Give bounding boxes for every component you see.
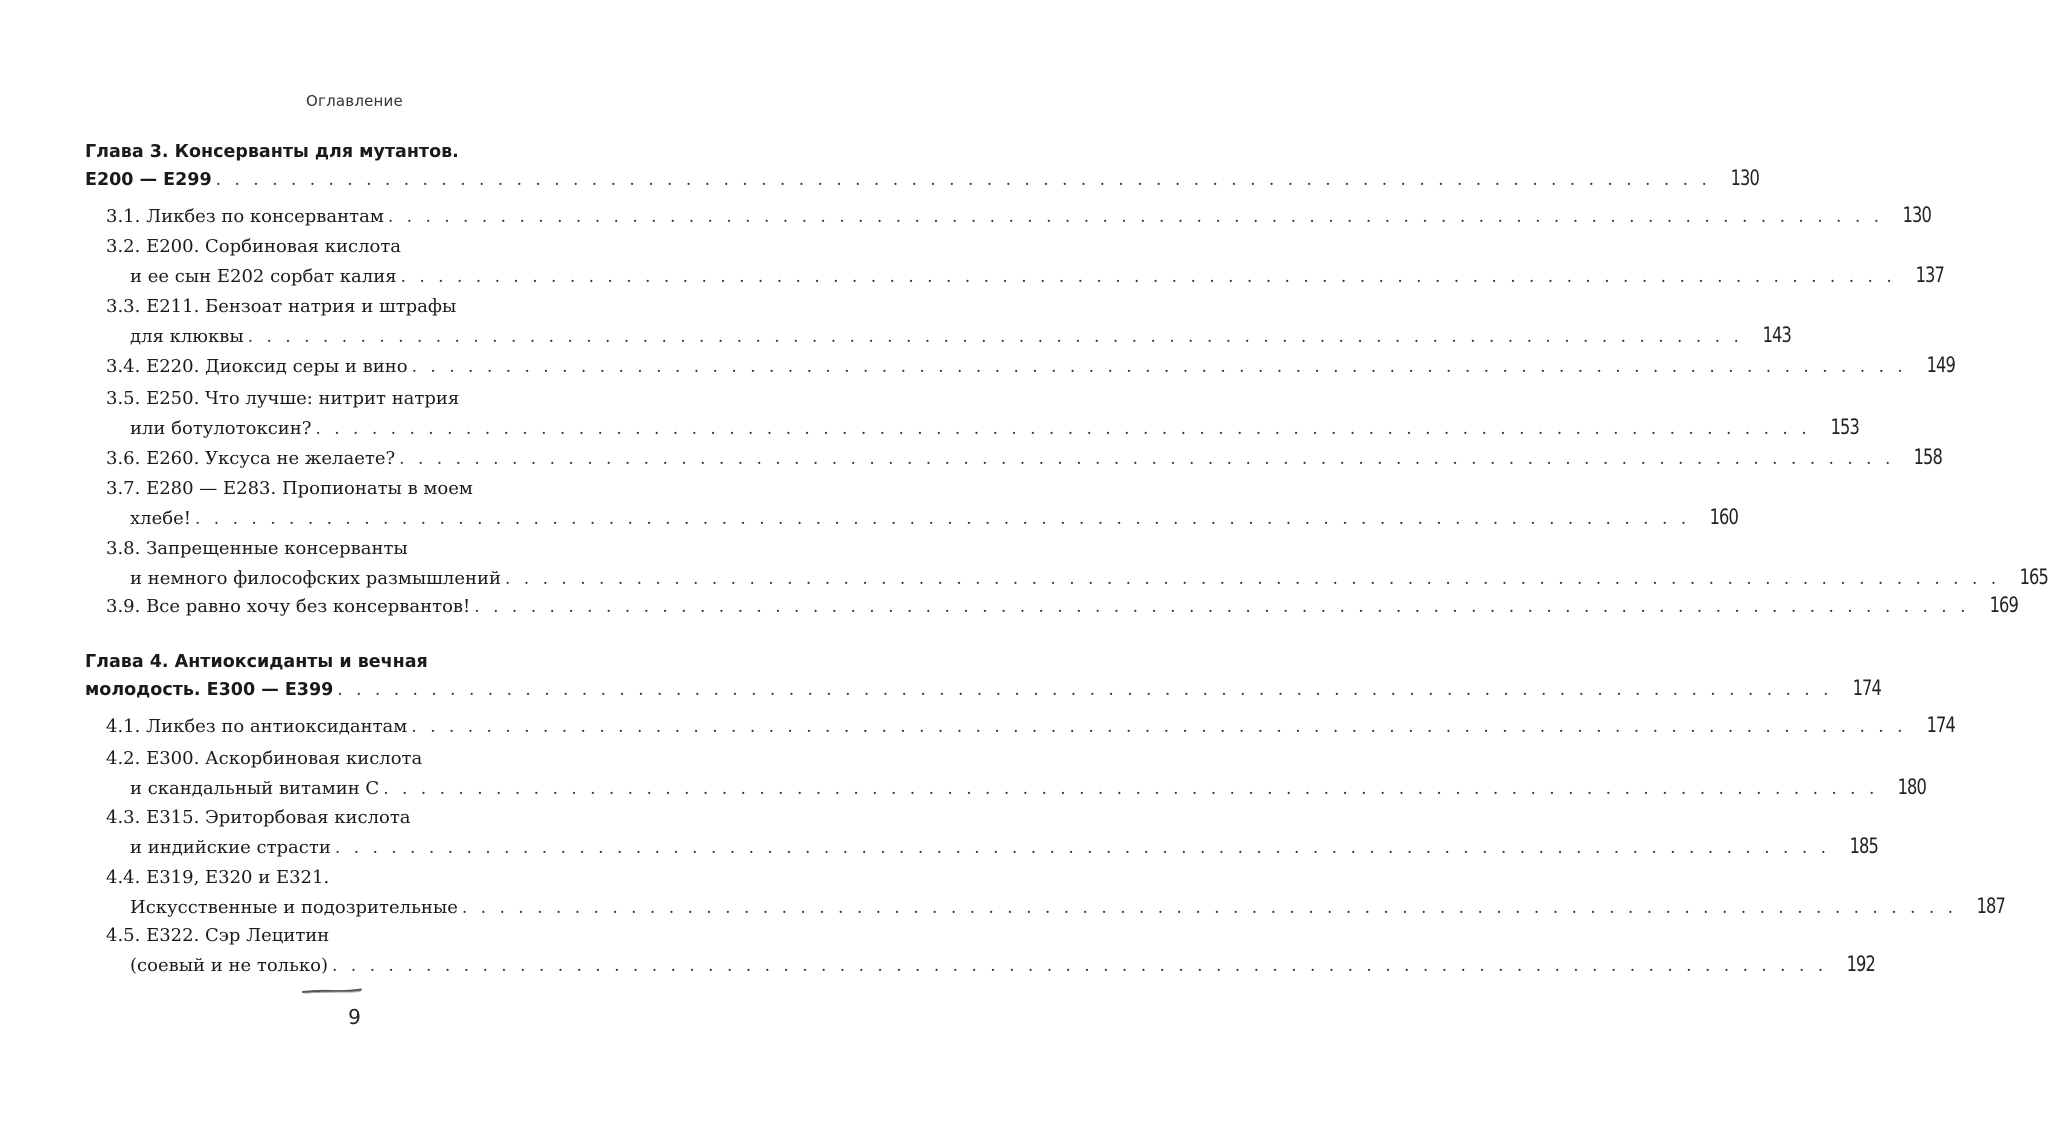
toc-entry bbox=[130, 263, 1944, 289]
dot-leader: . . . . . . . . . . . . . . . . . . . . . . . . . . . . . . . . . . . . . . . . . . . . . . . . . . . . . . . . . . . . . . . . . . . . . . . . . . . . . . . . bbox=[315, 419, 1811, 439]
entry-title: и ее сын Е202 сорбат калия bbox=[130, 266, 397, 287]
entry-title: (соевый и не только) bbox=[130, 955, 328, 976]
dot-leader: . . . . . . . . . . . . . . . . . . . . . . . . . . . . . . . . . . . . . . . . . . . . . . . . . . . . . . . . . . . . . . . . . . . . . . . . . . . . . . . . bbox=[411, 717, 1907, 737]
toc-entry bbox=[130, 834, 1879, 860]
entry-page-number: 143 bbox=[1762, 323, 1791, 347]
entry-title: хлебе! bbox=[130, 508, 191, 529]
dot-leader: . . . . . . . . . . . . . . . . . . . . . . . . . . . . . . . . . . . . . . . . . . . . . . . . . . . . . . . . . . . . . . . . . . . . . . . . . . . . . . . . bbox=[332, 956, 1828, 976]
toc-entry-line: 3.2. Е200. Сорбиновая кислота bbox=[106, 236, 402, 257]
dot-leader: . . . . . . . . . . . . . . . . . . . . . . . . . . . . . . . . . . . . . . . . . . . . . . . . . . . . . . . . . . . . . . . . . . . . . . . . . . . . . . . . bbox=[504, 569, 2001, 589]
entry-page-number: 174 bbox=[1852, 676, 1881, 700]
entry-page-number: 180 bbox=[1897, 775, 1927, 799]
entry-page-number: 137 bbox=[1915, 263, 1944, 287]
toc-entry bbox=[130, 775, 1927, 801]
decorative-rule bbox=[302, 988, 362, 994]
entry-page-number: 192 bbox=[1846, 952, 1876, 976]
entry-page-number: 174 bbox=[1926, 713, 1955, 737]
toc-entry bbox=[106, 593, 2018, 619]
running-header: Оглавление bbox=[306, 92, 403, 110]
dot-leader: . . . . . . . . . . . . . . . . . . . . . . . . . . . . . . . . . . . . . . . . . . . . . . . . . . . . . . . . . . . . . . . . . . . . . . . . . . . . . . . . bbox=[411, 357, 1907, 377]
chapter-title: Глава 4. Антиоксиданты и вечная bbox=[85, 652, 428, 672]
toc-entry-line: 3.7. Е280 — Е283. Пропионаты в моем bbox=[106, 478, 473, 499]
entry-page-number: 165 bbox=[2019, 565, 2048, 589]
dot-leader: . . . . . . . . . . . . . . . . . . . . . . . . . . . . . . . . . . . . . . . . . . . . . . . . . . . . . . . . . . . . . . . . . . . . . . . . . . . . . . . . bbox=[215, 170, 1711, 190]
dot-leader: . . . . . . . . . . . . . . . . . . . . . . . . . . . . . . . . . . . . . . . . . . . . . . . . . . . . . . . . . . . . . . . . . . . . . . . . . . . . . . . . bbox=[334, 838, 1831, 858]
entry-title: Е200 — Е299 bbox=[85, 170, 212, 190]
chapter-title: Глава 3. Консерванты для мутантов. bbox=[85, 142, 459, 162]
toc-entry-line: 3.3. Е211. Бензоат натрия и штрафы bbox=[106, 296, 457, 317]
entry-title: молодость. Е300 — Е399 bbox=[85, 680, 334, 700]
toc-entry bbox=[130, 565, 2048, 591]
dot-leader: . . . . . . . . . . . . . . . . . . . . . . . . . . . . . . . . . . . . . . . . . . . . . . . . . . . . . . . . . . . . . . . . . . . . . . . . . . . . . . . . bbox=[474, 597, 1970, 617]
toc-entry-line: 3.5. Е250. Что лучше: нитрит натрия bbox=[106, 388, 460, 409]
entry-title: и скандальный витамин С bbox=[130, 778, 380, 799]
entry-page-number: 149 bbox=[1926, 353, 1955, 377]
dot-leader: . . . . . . . . . . . . . . . . . . . . . . . . . . . . . . . . . . . . . . . . . . . . . . . . . . . . . . . . . . . . . . . . . . . . . . . . . . . . . . . . bbox=[387, 207, 1884, 227]
toc-entry bbox=[106, 713, 1955, 739]
toc-entry bbox=[130, 952, 1876, 978]
entry-page-number: 130 bbox=[1730, 166, 1759, 190]
entry-page-number: 153 bbox=[1830, 415, 1859, 439]
chapter-title-line bbox=[85, 676, 1881, 702]
entry-title: 4.1. Ликбез по антиоксидантам bbox=[106, 716, 408, 737]
entry-title: Искусственные и подозрительные bbox=[130, 897, 458, 918]
entry-page-number: 130 bbox=[1902, 203, 1932, 227]
entry-title: 3.6. Е260. Уксуса не желаете? bbox=[106, 448, 396, 469]
entry-page-number: 160 bbox=[1709, 505, 1739, 529]
entry-page-number: 169 bbox=[1989, 593, 2018, 617]
entry-title: для клюквы bbox=[130, 326, 244, 347]
dot-leader: . . . . . . . . . . . . . . . . . . . . . . . . . . . . . . . . . . . . . . . . . . . . . . . . . . . . . . . . . . . . . . . . . . . . . . . . . . . . . . . . bbox=[194, 509, 1691, 529]
entry-title: 3.4. Е220. Диоксид серы и вино bbox=[106, 356, 408, 377]
toc-entry-line: 4.3. Е315. Эриторбовая кислота bbox=[106, 807, 411, 828]
toc-entry bbox=[130, 415, 1859, 441]
entry-title: и немного философских размышлений bbox=[130, 568, 501, 589]
toc-entry bbox=[130, 505, 1739, 531]
toc-entry bbox=[106, 445, 1943, 471]
toc-entry-line: 3.8. Запрещенные консерванты bbox=[106, 538, 408, 559]
toc-entry-line: 4.2. Е300. Аскорбиновая кислота bbox=[106, 748, 423, 769]
page-number: 9 bbox=[348, 1005, 361, 1029]
toc-entry bbox=[106, 353, 1955, 379]
dot-leader: . . . . . . . . . . . . . . . . . . . . . . . . . . . . . . . . . . . . . . . . . . . . . . . . . . . . . . . . . . . . . . . . . . . . . . . . . . . . . . . . bbox=[337, 680, 1833, 700]
entry-title: и индийские страсти bbox=[130, 837, 331, 858]
dot-leader: . . . . . . . . . . . . . . . . . . . . . . . . . . . . . . . . . . . . . . . . . . . . . . . . . . . . . . . . . . . . . . . . . . . . . . . . . . . . . . . . bbox=[461, 898, 1958, 918]
toc-entry bbox=[130, 894, 2006, 920]
entry-title: 3.1. Ликбез по консервантам bbox=[106, 206, 384, 227]
toc-entry-line: 4.4. Е319, Е320 и Е321. bbox=[106, 867, 330, 888]
entry-page-number: 187 bbox=[1976, 894, 2006, 918]
dot-leader: . . . . . . . . . . . . . . . . . . . . . . . . . . . . . . . . . . . . . . . . . . . . . . . . . . . . . . . . . . . . . . . . . . . . . . . . . . . . . . . . bbox=[247, 327, 1743, 347]
dot-leader: . . . . . . . . . . . . . . . . . . . . . . . . . . . . . . . . . . . . . . . . . . . . . . . . . . . . . . . . . . . . . . . . . . . . . . . . . . . . . . . . bbox=[399, 449, 1895, 469]
toc-entry-line: 4.5. Е322. Сэр Лецитин bbox=[106, 925, 330, 946]
toc-entry bbox=[106, 203, 1932, 229]
entry-page-number: 158 bbox=[1913, 445, 1943, 469]
entry-page-number: 185 bbox=[1849, 834, 1879, 858]
entry-title: или ботулотоксин? bbox=[130, 418, 312, 439]
entry-title: 3.9. Все равно хочу без консервантов! bbox=[106, 596, 471, 617]
chapter-title-line bbox=[85, 166, 1759, 192]
toc-entry bbox=[130, 323, 1791, 349]
dot-leader: . . . . . . . . . . . . . . . . . . . . . . . . . . . . . . . . . . . . . . . . . . . . . . . . . . . . . . . . . . . . . . . . . . . . . . . . . . . . . . . . bbox=[400, 267, 1896, 287]
dot-leader: . . . . . . . . . . . . . . . . . . . . . . . . . . . . . . . . . . . . . . . . . . . . . . . . . . . . . . . . . . . . . . . . . . . . . . . . . . . . . . . . bbox=[383, 779, 1879, 799]
